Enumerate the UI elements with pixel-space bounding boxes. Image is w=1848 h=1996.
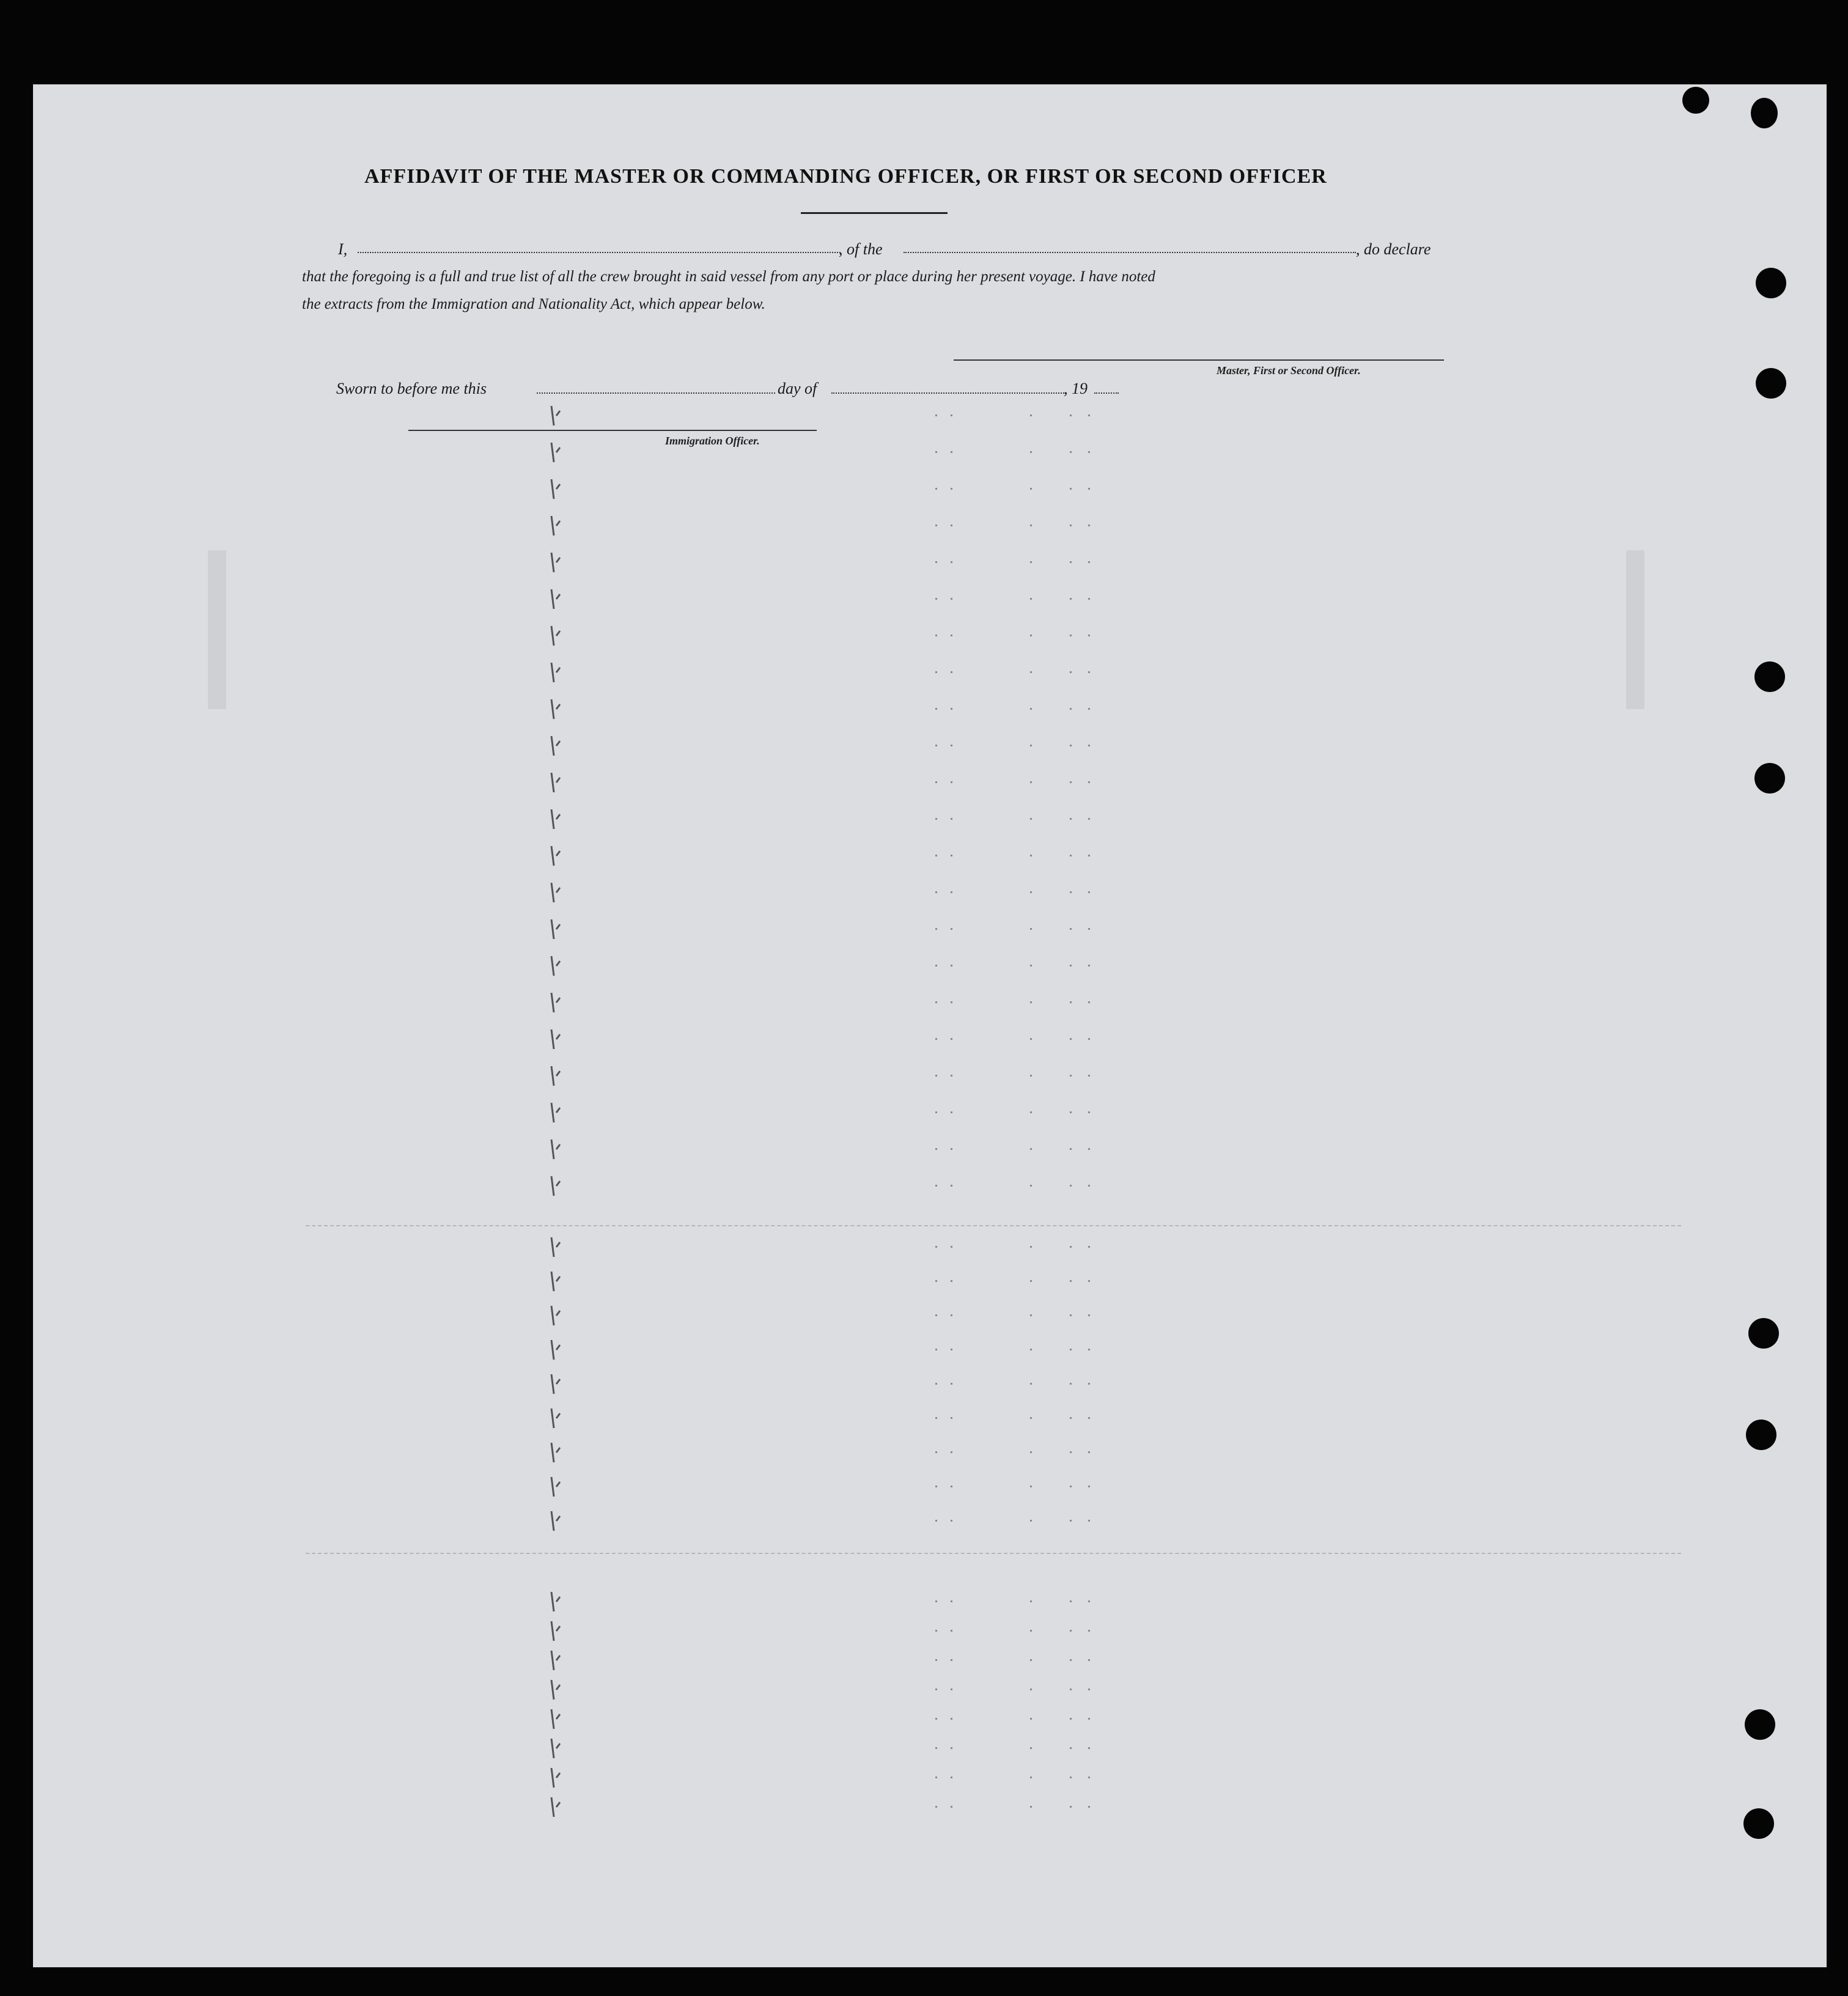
bleed-through-dot [1070, 1600, 1072, 1602]
bleed-through-mark [208, 550, 226, 709]
bleed-through-dot [1088, 1314, 1090, 1316]
sworn-month-blank [831, 392, 1067, 394]
ditto-tick-mark [549, 917, 562, 943]
ditto-tick-mark [549, 1766, 562, 1791]
ditto-tick-mark [549, 1174, 562, 1199]
bleed-through-dot [1088, 745, 1090, 746]
ditto-tick-mark [549, 1619, 562, 1644]
bleed-through-dot [1030, 1280, 1032, 1282]
bleed-through-dot [951, 1520, 952, 1522]
bleed-through-dot [935, 1688, 937, 1690]
bleed-through-dot [1088, 708, 1090, 710]
bleed-through-dot [935, 745, 937, 746]
bleed-through-dot [935, 818, 937, 820]
bleed-through-dot [1070, 1659, 1072, 1661]
bleed-through-dot [951, 965, 952, 967]
bleed-through-dot [951, 561, 952, 563]
ditto-tick-mark [549, 1027, 562, 1053]
bleed-through-dot [1088, 1451, 1090, 1453]
bleed-through-dot [1088, 1747, 1090, 1749]
punch-hole [1754, 763, 1785, 794]
ditto-tick-mark [549, 1475, 562, 1500]
bleed-through-dot [935, 1417, 937, 1419]
declarant-name-blank [358, 252, 841, 253]
bleed-through-dot [951, 414, 952, 416]
bleed-through-dot [1088, 1806, 1090, 1808]
bleed-through-dot [951, 1659, 952, 1661]
bleed-through-dot [951, 1148, 952, 1150]
bleed-through-dot [1070, 708, 1072, 710]
bleed-through-dot [1088, 891, 1090, 893]
bleed-through-dot [1070, 1001, 1072, 1003]
bleed-through-dot [1070, 1075, 1072, 1077]
ditto-tick-mark [549, 1269, 562, 1295]
bleed-through-dot [951, 891, 952, 893]
bleed-through-dot [935, 1777, 937, 1778]
bleed-through-dot [951, 855, 952, 856]
ditto-tick-mark [549, 990, 562, 1016]
affidavit-body-line: that the foregoing is a full and true list of all the crew brought in said vessel from any port or place during her present voyage. I have noted [302, 268, 1155, 285]
ditto-tick-mark [549, 1064, 562, 1089]
bleed-through-dot [1030, 891, 1032, 893]
bleed-through-dot [1088, 1383, 1090, 1385]
bleed-through-dot [1070, 451, 1072, 453]
sworn-year-blank [1094, 392, 1119, 394]
bleed-through-dot [935, 525, 937, 526]
bleed-through-dot [1030, 708, 1032, 710]
bleed-through-dot [1088, 1111, 1090, 1113]
ditto-tick-mark [549, 954, 562, 979]
bleed-through-dot [1088, 561, 1090, 563]
ditto-tick-mark [549, 660, 562, 686]
bleed-through-dot [1088, 414, 1090, 416]
bleed-through-dot [1088, 671, 1090, 673]
bleed-through-dot [951, 1383, 952, 1385]
bleed-through-dot [935, 598, 937, 600]
punch-hole [1682, 87, 1709, 114]
bleed-through-dot [1070, 414, 1072, 416]
bleed-through-dot [1070, 891, 1072, 893]
bleed-through-dot [935, 1001, 937, 1003]
bleed-through-dot [951, 525, 952, 526]
bleed-through-dot [1070, 1688, 1072, 1690]
declarant-prefix: I, [338, 240, 348, 258]
bleed-through-dot [1030, 598, 1032, 600]
bleed-through-dot [1088, 1486, 1090, 1487]
bleed-through-dot [951, 635, 952, 636]
bleed-through-dot [1088, 598, 1090, 600]
bleed-through-dot [1030, 1349, 1032, 1350]
bleed-through-dot [1030, 451, 1032, 453]
ditto-tick-mark [549, 624, 562, 649]
bleed-through-dot [1088, 1075, 1090, 1077]
vessel-name-blank [904, 252, 1356, 253]
ditto-tick-mark [549, 550, 562, 576]
ditto-tick-mark [549, 403, 562, 429]
ditto-tick-mark [549, 514, 562, 539]
bleed-through-dot [1088, 1630, 1090, 1632]
bleed-through-dot [951, 1185, 952, 1187]
bleed-through-dot [1088, 1417, 1090, 1419]
punch-hole [1745, 1709, 1775, 1740]
bleed-through-dot [951, 598, 952, 600]
bleed-through-dot [935, 1111, 937, 1113]
bleed-through-dot [1070, 525, 1072, 526]
ditto-tick-mark [549, 440, 562, 466]
of-the-label: , of the [839, 240, 883, 258]
punch-hole [1748, 1318, 1779, 1349]
ditto-tick-mark [549, 1736, 562, 1762]
bleed-through-dot [1030, 414, 1032, 416]
bleed-through-dot [951, 1486, 952, 1487]
ditto-tick-mark [549, 1100, 562, 1126]
bleed-through-dot [935, 1520, 937, 1522]
bleed-through-dot [951, 1349, 952, 1350]
ditto-tick-mark [549, 1440, 562, 1466]
bleed-through-dot [1070, 488, 1072, 490]
bleed-through-dot [935, 708, 937, 710]
bleed-through-dot [951, 1038, 952, 1040]
bleed-through-dot [1070, 1111, 1072, 1113]
bleed-through-dot [935, 781, 937, 783]
bleed-through-dot [1088, 928, 1090, 930]
bleed-through-mark [1626, 550, 1644, 709]
ditto-tick-mark [549, 1338, 562, 1363]
bleed-through-dot [951, 1075, 952, 1077]
bleed-through-dot [1070, 671, 1072, 673]
master-signature-caption: Master, First or Second Officer. [1217, 364, 1361, 377]
ditto-tick-mark [549, 1707, 562, 1733]
bleed-through-dot [1030, 1075, 1032, 1077]
bleed-through-dot [935, 414, 937, 416]
bleed-through-dot [1070, 1806, 1072, 1808]
bleed-through-dot [1070, 1349, 1072, 1350]
bleed-through-dot [1030, 1417, 1032, 1419]
bleed-through-dot [935, 1383, 937, 1385]
bleed-through-dot [951, 671, 952, 673]
bleed-through-dot [1030, 1185, 1032, 1187]
punch-hole [1756, 268, 1786, 298]
bleed-through-dot [951, 1688, 952, 1690]
bleed-through-dot [951, 488, 952, 490]
bleed-through-dot [951, 1451, 952, 1453]
bleed-through-dot [1088, 451, 1090, 453]
bleed-through-dot [1030, 1747, 1032, 1749]
bleed-through-dot [1088, 1349, 1090, 1350]
bleed-through-dot [935, 1349, 937, 1350]
bleed-through-dot [935, 635, 937, 636]
bleed-through-dot [935, 1747, 937, 1749]
do-declare-label: , do declare [1356, 240, 1431, 258]
bleed-through-dot [1088, 1659, 1090, 1661]
ditto-tick-mark [549, 1406, 562, 1432]
ditto-tick-mark [549, 1677, 562, 1703]
bleed-through-dot [1070, 561, 1072, 563]
bleed-through-dot [1030, 1520, 1032, 1522]
day-of-label: day of [778, 380, 817, 397]
bleed-through-dot [1030, 745, 1032, 746]
bleed-through-dot [1030, 781, 1032, 783]
bleed-through-dot [1030, 1246, 1032, 1248]
bleed-through-dot [1030, 635, 1032, 636]
bleed-through-dot [935, 1659, 937, 1661]
bleed-through-dot [1088, 1280, 1090, 1282]
bleed-through-dot [1070, 1038, 1072, 1040]
bleed-through-dot [1088, 1038, 1090, 1040]
bleed-through-rule [306, 1553, 1681, 1555]
master-signature-line [954, 359, 1444, 361]
bleed-through-dot [935, 891, 937, 893]
bleed-through-dot [951, 745, 952, 746]
bleed-through-dot [935, 1718, 937, 1720]
bleed-through-dot [1088, 1148, 1090, 1150]
bleed-through-dot [1030, 1486, 1032, 1487]
ditto-tick-mark [549, 1137, 562, 1163]
document-page [33, 84, 1827, 1967]
bleed-through-dot [935, 1451, 937, 1453]
ditto-tick-mark [549, 844, 562, 869]
bleed-through-dot [1030, 965, 1032, 967]
bleed-through-rule [306, 1225, 1681, 1227]
bleed-through-dot [1070, 1520, 1072, 1522]
bleed-through-dot [1030, 1383, 1032, 1385]
bleed-through-dot [1070, 745, 1072, 746]
bleed-through-dot [935, 671, 937, 673]
bleed-through-dot [1070, 1451, 1072, 1453]
ditto-tick-mark [549, 734, 562, 759]
bleed-through-dot [1030, 1148, 1032, 1150]
bleed-through-dot [935, 1038, 937, 1040]
bleed-through-dot [1030, 1659, 1032, 1661]
bleed-through-dot [935, 1148, 937, 1150]
bleed-through-dot [1088, 1185, 1090, 1187]
bleed-through-dot [1070, 1630, 1072, 1632]
ditto-tick-mark [549, 770, 562, 796]
bleed-through-dot [1070, 928, 1072, 930]
bleed-through-dot [1030, 1600, 1032, 1602]
ditto-tick-mark [549, 1589, 562, 1615]
bleed-through-dot [1030, 1001, 1032, 1003]
bleed-through-dot [1030, 525, 1032, 526]
bleed-through-dot [1030, 671, 1032, 673]
bleed-through-dot [951, 1777, 952, 1778]
bleed-through-dot [1030, 1038, 1032, 1040]
bleed-through-dot [1070, 1486, 1072, 1487]
bleed-through-dot [951, 1111, 952, 1113]
bleed-through-dot [951, 1747, 952, 1749]
bleed-through-dot [1070, 1246, 1072, 1248]
bleed-through-dot [1088, 1718, 1090, 1720]
bleed-through-dot [951, 1001, 952, 1003]
bleed-through-dot [935, 928, 937, 930]
bleed-through-dot [1088, 781, 1090, 783]
bleed-through-dot [1030, 1806, 1032, 1808]
ditto-tick-mark [549, 1303, 562, 1329]
bleed-through-dot [1030, 1314, 1032, 1316]
ditto-tick-mark [549, 477, 562, 503]
immigration-officer-signature-line [408, 430, 817, 431]
bleed-through-dot [951, 1314, 952, 1316]
bleed-through-dot [951, 1806, 952, 1808]
punch-hole [1743, 1808, 1774, 1839]
ditto-tick-mark [549, 1509, 562, 1534]
ditto-tick-mark [549, 697, 562, 723]
immigration-officer-caption: Immigration Officer. [665, 435, 760, 447]
bleed-through-dot [935, 1600, 937, 1602]
affidavit-body-line: the extracts from the Immigration and Nationality Act, which appear below. [302, 296, 765, 312]
bleed-through-dot [935, 1075, 937, 1077]
bleed-through-dot [1070, 1747, 1072, 1749]
bleed-through-dot [935, 1806, 937, 1808]
bleed-through-dot [1070, 965, 1072, 967]
bleed-through-dot [935, 1246, 937, 1248]
sworn-day-blank [537, 392, 775, 394]
punch-hole [1754, 661, 1785, 692]
bleed-through-dot [1070, 855, 1072, 856]
bleed-through-dot [935, 855, 937, 856]
bleed-through-dot [951, 1280, 952, 1282]
bleed-through-dot [1070, 1314, 1072, 1316]
bleed-through-dot [1070, 1718, 1072, 1720]
bleed-through-dot [935, 1185, 937, 1187]
bleed-through-dot [951, 928, 952, 930]
bleed-through-dot [1088, 525, 1090, 526]
bleed-through-dot [1088, 855, 1090, 856]
bleed-through-dot [1070, 635, 1072, 636]
bleed-through-dot [935, 451, 937, 453]
bleed-through-dot [1030, 1111, 1032, 1113]
bleed-through-dot [1030, 1688, 1032, 1690]
punch-hole [1746, 1420, 1776, 1450]
bleed-through-dot [951, 1630, 952, 1632]
ditto-tick-mark [549, 807, 562, 833]
bleed-through-dot [935, 1314, 937, 1316]
bleed-through-dot [935, 1280, 937, 1282]
bleed-through-dot [1088, 635, 1090, 636]
bleed-through-dot [1088, 965, 1090, 967]
bleed-through-dot [951, 1417, 952, 1419]
bleed-through-dot [951, 1600, 952, 1602]
bleed-through-dot [1030, 1630, 1032, 1632]
ditto-tick-mark [549, 1372, 562, 1398]
bleed-through-dot [935, 1486, 937, 1487]
bleed-through-dot [1070, 1148, 1072, 1150]
title-underline [801, 212, 948, 214]
bleed-through-dot [1088, 1777, 1090, 1778]
bleed-through-dot [1088, 488, 1090, 490]
bleed-through-dot [1030, 855, 1032, 856]
bleed-through-dot [1070, 1280, 1072, 1282]
affidavit-title: AFFIDAVIT OF THE MASTER OR COMMANDING OFFICER, OR FIRST OR SECOND OFFICER [364, 165, 1327, 188]
bleed-through-dot [1088, 1520, 1090, 1522]
bleed-through-dot [951, 818, 952, 820]
ditto-tick-mark [549, 1795, 562, 1821]
bleed-through-dot [1030, 561, 1032, 563]
bleed-through-dot [1070, 818, 1072, 820]
bleed-through-dot [935, 488, 937, 490]
bleed-through-dot [1070, 1417, 1072, 1419]
ditto-tick-mark [549, 587, 562, 613]
bleed-through-dot [951, 451, 952, 453]
bleed-through-dot [1030, 1451, 1032, 1453]
bleed-through-dot [1070, 598, 1072, 600]
bleed-through-dot [1030, 1718, 1032, 1720]
bleed-through-dot [935, 1630, 937, 1632]
bleed-through-dot [935, 561, 937, 563]
bleed-through-dot [1070, 781, 1072, 783]
bleed-through-dot [951, 1718, 952, 1720]
sworn-label: Sworn to before me this [336, 380, 487, 397]
bleed-through-dot [1070, 1777, 1072, 1778]
year-label: , 19 [1064, 380, 1088, 397]
bleed-through-dot [1088, 818, 1090, 820]
bleed-through-dot [1030, 818, 1032, 820]
ditto-tick-mark [549, 1648, 562, 1674]
bleed-through-dot [1088, 1600, 1090, 1602]
bleed-through-dot [1030, 1777, 1032, 1778]
bleed-through-dot [1088, 1688, 1090, 1690]
bleed-through-dot [1088, 1001, 1090, 1003]
punch-hole [1751, 98, 1778, 128]
bleed-through-dot [1030, 488, 1032, 490]
bleed-through-dot [951, 1246, 952, 1248]
bleed-through-dot [951, 781, 952, 783]
punch-hole [1756, 368, 1786, 399]
bleed-through-dot [935, 965, 937, 967]
bleed-through-dot [1070, 1185, 1072, 1187]
bleed-through-dot [951, 708, 952, 710]
bleed-through-dot [1070, 1383, 1072, 1385]
ditto-tick-mark [549, 880, 562, 906]
bleed-through-dot [1088, 1246, 1090, 1248]
ditto-tick-mark [549, 1235, 562, 1261]
bleed-through-dot [1030, 928, 1032, 930]
